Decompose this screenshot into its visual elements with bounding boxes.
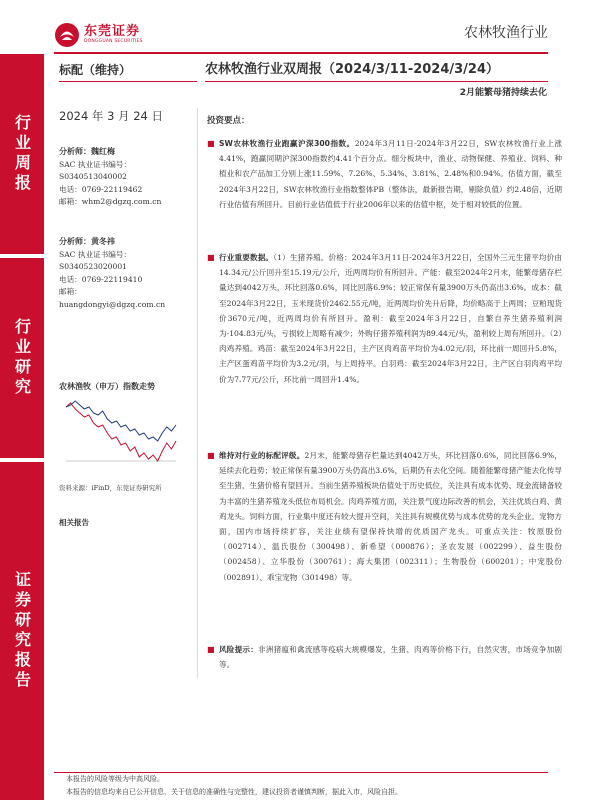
footer-disclaimer: 本报告的信息均来自已公开信息，关于信息的准确性与完整性，建议投资者谨慎判断，据此入市，风险自担。 <box>66 788 402 796</box>
report-subtitle: 2月能繁母猪持续去化 <box>459 88 547 98</box>
analyst-phone: 电话：0769-22119410 <box>59 274 143 284</box>
sidebar-section-report <box>0 462 44 800</box>
chart-series-line <box>66 403 176 461</box>
analyst-card <box>59 146 189 209</box>
highlight-text: （1）生猪养殖。价格：2024年3月11日-2024年3月22日，全国外三元生猪平均价由14.34元/公斤回升至15.19元/公斤，近两周均价有所回升。产能：截至2024年2月末，能繁母猪存栏量达到4042万头，环比回落0.6%，同比回落6.9%；较正常保有量3900万头仍高出3.6%。成本：截至2024年3月22日，玉米现货价2462.55元/吨，近两周均价先升后降，均价略高于上两周；豆粕现货价3670元/吨，近两周均价有所回升。盈利：截至2024年3月22日，自繁自养生猪养殖利润为-104.83元/头，亏损较上周略有减少；外购仔猪养殖利润为89.44元/头，盈利较上周有所回升。（2）肉鸡养殖。鸡苗：截至2024年3月22日，主产区肉鸡苗平均价为4.02元/羽，环比前一周回升5.8%，主产区蛋鸡苗平均价为3.2元/羽，与上周持平。白羽鸡：截至2024年3月22日，主产区白羽肉鸡平均价为7.77元/公斤，环比前一周回升1.4%。 <box>219 253 563 384</box>
bullet-icon: ■ <box>207 451 215 460</box>
sidebar-section-weekly <box>0 54 44 254</box>
analyst-email-label: 邮箱： <box>59 287 82 296</box>
highlight-industry-data <box>207 250 562 387</box>
rating-divider <box>59 81 197 82</box>
sidebar-label-weekly: 行业周报 <box>12 114 32 194</box>
analyst-cert-label: SAC 执业证书编号： <box>59 159 132 169</box>
analyst-cert: S0340513040002 <box>59 172 128 181</box>
sidebar <box>0 54 44 800</box>
highlight-lead: 风险提示： <box>219 645 259 654</box>
related-reports-heading: 相关报告 <box>59 518 89 527</box>
footer-divider <box>54 772 548 773</box>
highlight-paragraph <box>219 250 562 387</box>
sidebar-label-research: 行业研究 <box>12 318 32 398</box>
analyst-phone: 电话：0769-22119462 <box>59 184 143 194</box>
header-divider <box>54 52 548 54</box>
sidebar-section-research <box>0 258 44 458</box>
logo-name: 东莞证券 <box>84 24 141 39</box>
analyst-card <box>59 236 189 311</box>
index-trend-chart <box>62 397 180 469</box>
company-logo <box>54 22 164 48</box>
analyst-email: 邮箱：whm2@dgzq.com.cn <box>59 197 162 206</box>
highlight-paragraph <box>219 448 562 585</box>
chart-title: 农林渔牧（申万）指数走势 <box>59 382 155 391</box>
highlight-text: 2024年3月11日-2024年3月22日，SW农林牧渔行业上涨4.41%，跑赢同期沪深300指数约4.41个百分点。细分板块中，渔业、动物保健、养殖业、饲料、种植业和农产品加工分别上涨11.59%、7.26%、5.34%、3.81%、2.48%和0.94%。估值方面，截至2024年3月22日，SW农林牧渔行业指数整体PB（整体法，最新报告期，剔除负值）约2.48倍，近期行业估值有所回升。目前行业估值低于行业2006年以来的估值中枢，处于相对较低的位置。 <box>219 139 562 209</box>
report-date: 2024 年 3 月 24 日 <box>59 109 163 123</box>
footer-risk-note: 本报告的风险等级为中高风险。 <box>66 775 164 783</box>
analyst-name: 分析师：黄冬祎 <box>59 237 115 246</box>
highlight-paragraph <box>219 642 562 672</box>
highlight-text: 2月末，能繁母猪存栏量达到4042万头，环比回落0.6%，同比回落6.9%，延续去化趋势；较正常保有量3900万头仍高出3.6%，后期仍有去化空间。随着能繁母猪产能去化传导至生猪，生猪价格有望回升。当前生猪养殖板块估值处于历史低位，关注具有成本优势、现金流储备较为丰富的生猪养殖龙头低位布局机会。肉鸡养殖方面，关注景气度边际改善的机会，关注优质白鸡、黄鸡龙头。饲料方面，行业集中度还有较大提升空间，关注具有规模优势与成本优势的龙头企业。宠物方面，国内市场持续扩容，关注业绩有望保持快增的优质国产龙头。可重点关注：牧原股份（002714）、温氏股份（300498）、新希望（000876）；圣农发展（002299）、益生股份（002458）、立华股份（300761）；海大集团（002311）；生物股份（600201）；中宠股份（002891）、乖宝宠物（301498）等。 <box>219 451 563 582</box>
highlight-rating <box>207 448 562 585</box>
column-divider <box>197 108 198 678</box>
bullet-icon: ■ <box>207 253 215 262</box>
highlight-performance <box>207 136 562 212</box>
highlight-risk <box>207 642 562 672</box>
highlight-lead: 行业重要数据。 <box>219 253 274 262</box>
industry-label: 农林牧渔行业 <box>464 25 548 41</box>
bullet-icon: ■ <box>207 139 215 148</box>
title-divider <box>205 81 548 82</box>
investment-highlights-heading: 投资要点： <box>207 116 250 126</box>
analyst-cert-label: SAC 执业证书编号： <box>59 249 132 259</box>
chart-series-line <box>66 401 176 441</box>
chart-source: 资料来源：iFinD，东莞证券研究所 <box>59 484 162 492</box>
highlight-lead: SW农林牧渔行业跑赢沪深300指数。 <box>219 139 355 148</box>
highlight-text: 非洲猪瘟和禽流感等疫病大规模爆发，生猪、肉鸡等价格下行，自然灾害，市场竞争加剧等。 <box>219 645 563 670</box>
sidebar-label-report: 证券研究报告 <box>12 571 32 691</box>
logo-emblem-icon <box>54 22 80 48</box>
highlight-paragraph <box>219 136 562 212</box>
rating-label: 标配（维持） <box>59 63 132 77</box>
analyst-cert: S0340523020001 <box>59 262 128 271</box>
logo-english-name: DONGGUAN SECURITIES <box>84 39 143 44</box>
bullet-icon: ■ <box>207 645 215 654</box>
highlight-lead: 维持对行业的标配评级。 <box>219 451 305 460</box>
analyst-email: huangdongyi@dgzq.com.cn <box>59 299 166 309</box>
analyst-name: 分析师：魏红梅 <box>59 147 115 156</box>
report-title: 农林牧渔行业双周报（2024/3/11-2024/3/24） <box>205 62 500 77</box>
